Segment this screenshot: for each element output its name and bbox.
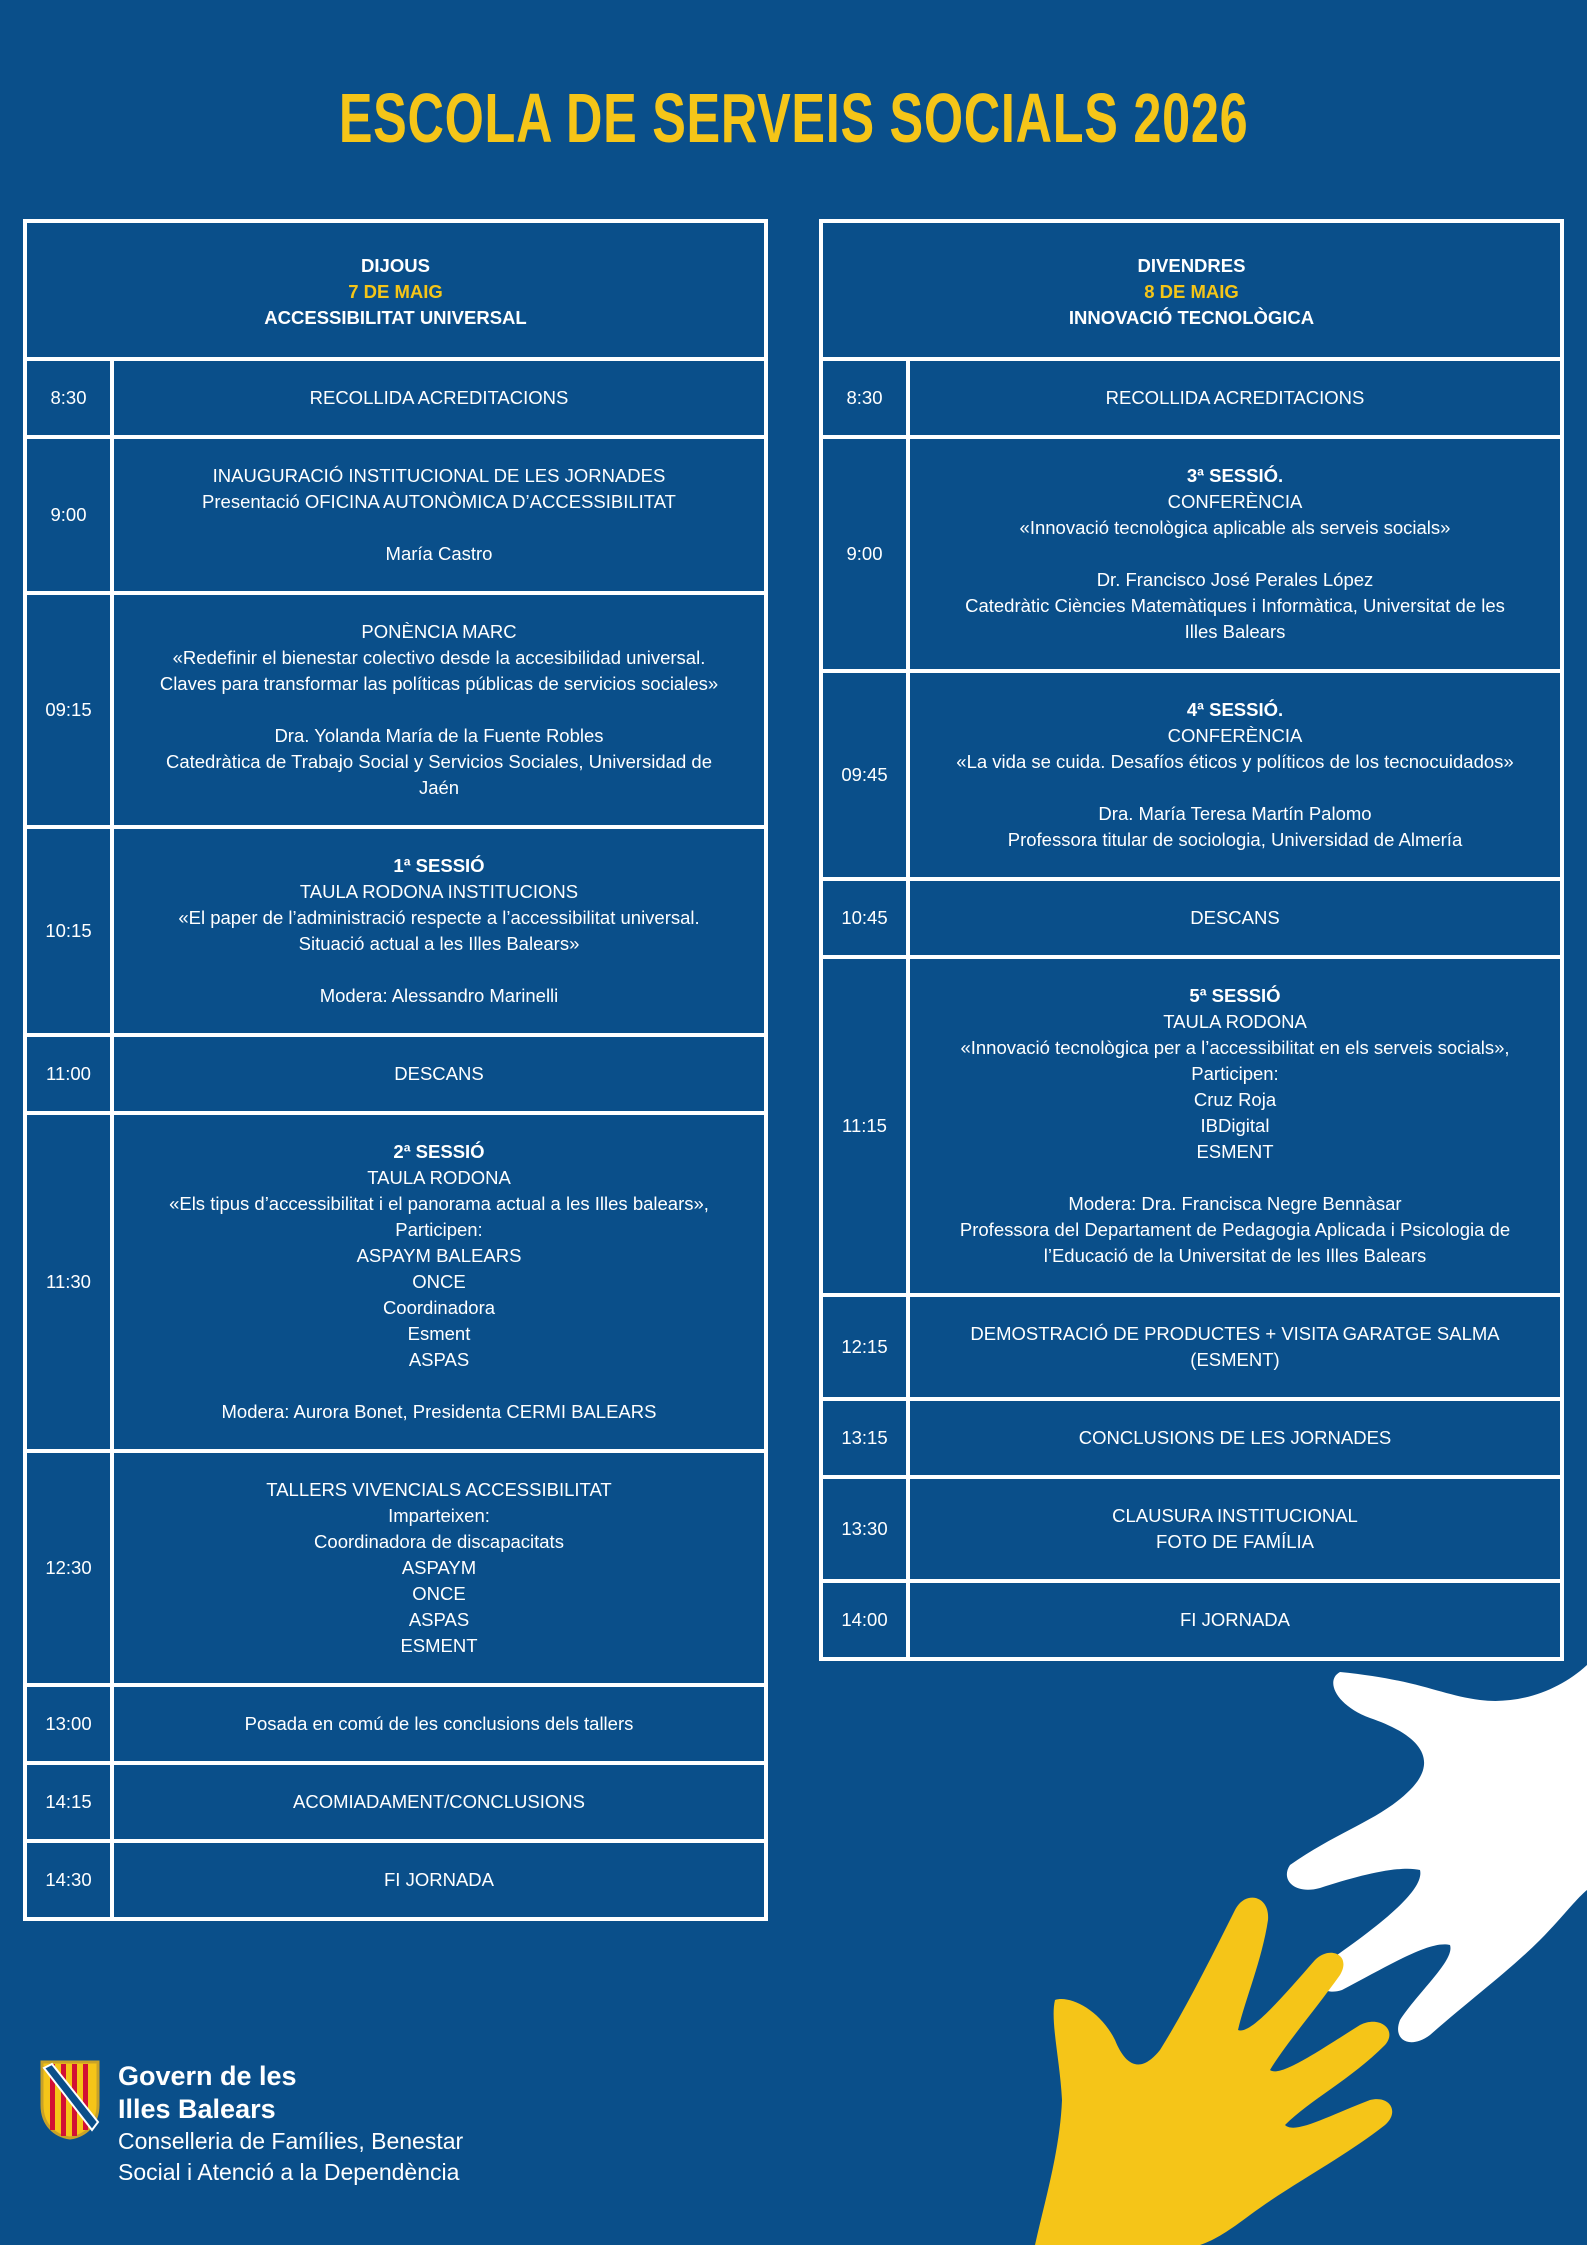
session-line: Claves para transformar las políticas públicas de servicios sociales» [159, 673, 719, 694]
session-content [112, 1113, 766, 1451]
session-time: 9:00 [25, 437, 112, 593]
session-line: Coordinadora [382, 1297, 496, 1318]
session-line: Dra. Yolanda María de la Fuente Robles [274, 725, 604, 746]
session-line: ONCE [412, 1583, 466, 1604]
session-content [908, 957, 1562, 1295]
session-time: 10:45 [821, 879, 908, 957]
session-line: TALLERS VIVENCIALS ACCESSIBILITAT [266, 1479, 612, 1500]
session-line: TAULA RODONA [367, 1167, 511, 1188]
schedule-row [25, 359, 766, 437]
session-line: Professora titular de sociologia, Universidad de Almería [1007, 829, 1463, 850]
session-time: 14:30 [25, 1841, 112, 1919]
session-line: «El paper de l’administració respecte a l’accessibilitat universal. [178, 907, 700, 928]
schedule-row [25, 1113, 766, 1451]
session-time: 13:15 [821, 1399, 908, 1477]
session-line: CONCLUSIONS DE LES JORNADES [1078, 1427, 1392, 1448]
session-line: «Innovació tecnològica aplicable als serveis socials» [1019, 517, 1451, 538]
schedule-row [821, 957, 1562, 1295]
balearic-coat-of-arms-icon [40, 2060, 100, 2140]
schedule-row [821, 1295, 1562, 1399]
schedule-row [821, 1477, 1562, 1581]
session-line: IBDigital [1200, 1115, 1270, 1136]
session-line: María Castro [385, 543, 493, 564]
schedule-row [25, 1451, 766, 1685]
session-line: ESMENT [400, 1635, 478, 1656]
session-line: DESCANS [394, 1063, 484, 1084]
session-line: Catedràtic Ciències Matemàtiques i Informàtica, Universitat de les [965, 595, 1505, 616]
session-content [908, 1295, 1562, 1399]
department-line-2: Social i Atenció a la Dependència [118, 2159, 460, 2185]
session-line: TAULA RODONA [1163, 1011, 1307, 1032]
session-line: Participen: [395, 1219, 483, 1240]
session-time: 14:15 [25, 1763, 112, 1841]
session-content [112, 437, 766, 593]
session-line: ACOMIADAMENT/CONCLUSIONS [293, 1791, 585, 1812]
session-time: 11:30 [25, 1113, 112, 1451]
schedule-row [25, 1685, 766, 1763]
session-content [112, 593, 766, 827]
session-line: «Els tipus d’accessibilitat i el panorama actual a les Illes balears», [169, 1193, 709, 1214]
session-content [908, 437, 1562, 671]
session-content [112, 827, 766, 1035]
department-line-1: Conselleria de Famílies, Benestar [118, 2128, 464, 2154]
session-label: 3ª SESSIÓ. [1186, 465, 1284, 486]
schedule-row [821, 437, 1562, 671]
session-label: 4ª SESSIÓ. [1186, 699, 1284, 720]
logo-line-2: Illes Balears [118, 2094, 276, 2124]
session-line: Dra. María Teresa Martín Palomo [1098, 803, 1372, 824]
session-line: Participen: [1191, 1063, 1279, 1084]
session-line: Jaén [418, 777, 460, 798]
session-line: FOTO DE FAMÍLIA [1156, 1531, 1314, 1552]
session-line: ONCE [412, 1271, 466, 1292]
session-line: «Innovació tecnològica per a l’accessibilitat en els serveis socials», [960, 1037, 1510, 1058]
session-line: TAULA RODONA INSTITUCIONS [299, 881, 579, 902]
session-line: RECOLLIDA ACREDITACIONS [309, 387, 569, 408]
day-header-row [25, 221, 766, 359]
session-time: 8:30 [821, 359, 908, 437]
session-line: DEMOSTRACIÓ DE PRODUCTES + VISITA GARATGE SALMA (ESMENT) [970, 1323, 1500, 1370]
session-line [924, 541, 1546, 567]
schedule-row [821, 1399, 1562, 1477]
session-line: Modera: Dra. Francisca Negre Bennàsar [1068, 1193, 1402, 1214]
session-time: 11:15 [821, 957, 908, 1295]
session-content [908, 1581, 1562, 1659]
session-time: 14:00 [821, 1581, 908, 1659]
schedule-row [25, 437, 766, 593]
session-time: 09:45 [821, 671, 908, 879]
session-line [128, 957, 750, 983]
day-schedule-thursday [23, 219, 768, 1921]
session-time: 12:15 [821, 1295, 908, 1399]
day-theme: INNOVACIÓ TECNOLÒGICA [1068, 307, 1315, 328]
schedule-row [821, 1581, 1562, 1659]
schedule-row [821, 359, 1562, 437]
day-header [25, 221, 766, 359]
session-content [908, 879, 1562, 957]
title-text: ESCOLA DE SERVEIS SOCIALS 2026 [338, 79, 1249, 157]
session-line: Catedràtica de Trabajo Social y Servicios Sociales, Universidad de [165, 751, 713, 772]
day-header-row [821, 221, 1562, 359]
session-label: 5ª SESSIÓ [1189, 985, 1281, 1006]
session-time: 12:30 [25, 1451, 112, 1685]
session-time: 09:15 [25, 593, 112, 827]
session-content [112, 1451, 766, 1685]
session-label: 2ª SESSIÓ [393, 1141, 485, 1162]
session-line [128, 697, 750, 723]
day-date: 7 DE MAIG [348, 281, 443, 302]
session-line: ASPAYM BALEARS [356, 1245, 522, 1266]
session-line: l’Educació de la Universitat de les Illes Balears [1043, 1245, 1427, 1266]
session-line: Dr. Francisco José Perales López [1096, 569, 1374, 590]
session-line: Presentació OFICINA AUTONÒMICA D’ACCESSIBILITAT [202, 491, 676, 512]
session-line: ASPAS [408, 1609, 470, 1630]
session-content [112, 1685, 766, 1763]
session-time: 13:00 [25, 1685, 112, 1763]
schedule-row [25, 593, 766, 827]
session-content [112, 359, 766, 437]
day-name: DIJOUS [361, 255, 430, 276]
session-line: RECOLLIDA ACREDITACIONS [1105, 387, 1365, 408]
session-content [112, 1763, 766, 1841]
session-content [908, 671, 1562, 879]
session-line: Cruz Roja [1193, 1089, 1277, 1110]
session-content [908, 1399, 1562, 1477]
schedule-row [25, 827, 766, 1035]
government-logo [40, 2060, 463, 2188]
session-line: CONFERÈNCIA [1167, 725, 1303, 746]
session-content [112, 1841, 766, 1919]
session-content [908, 1477, 1562, 1581]
day-header [821, 221, 1562, 359]
session-line: Imparteixen: [388, 1505, 490, 1526]
logo-line-1: Govern de les [118, 2061, 297, 2091]
session-line: ESMENT [1196, 1141, 1274, 1162]
session-line: DESCANS [1190, 907, 1280, 928]
session-line: INAUGURACIÓ INSTITUCIONAL DE LES JORNADES [212, 465, 666, 486]
session-line: CONFERÈNCIA [1167, 491, 1303, 512]
session-time: 9:00 [821, 437, 908, 671]
session-time: 13:30 [821, 1477, 908, 1581]
session-time: 8:30 [25, 359, 112, 437]
schedule-row [25, 1763, 766, 1841]
session-line: FI JORNADA [384, 1869, 494, 1890]
session-line: Professora del Departament de Pedagogia Aplicada i Psicologia de [959, 1219, 1511, 1240]
session-line: Posada en comú de les conclusions dels tallers [244, 1713, 634, 1734]
day-date: 8 DE MAIG [1144, 281, 1239, 302]
session-line [924, 1165, 1546, 1191]
schedule-row [821, 671, 1562, 879]
day-schedule-friday [819, 219, 1564, 1661]
page-title [0, 78, 1587, 158]
day-theme: ACCESSIBILITAT UNIVERSAL [264, 307, 527, 328]
session-line: ASPAS [408, 1349, 470, 1370]
day-name: DIVENDRES [1137, 255, 1246, 276]
session-line: «Redefinir el bienestar colectivo desde la accesibilidad universal. [172, 647, 706, 668]
session-label: 1ª SESSIÓ [393, 855, 485, 876]
schedule-row [25, 1035, 766, 1113]
session-line: FI JORNADA [1180, 1609, 1290, 1630]
session-line: Modera: Alessandro Marinelli [319, 985, 559, 1006]
session-time: 10:15 [25, 827, 112, 1035]
session-line: Esment [407, 1323, 471, 1344]
session-line [128, 1373, 750, 1399]
session-line: ASPAYM [401, 1557, 477, 1578]
session-line: «La vida se cuida. Desafíos éticos y políticos de los tecnocuidados» [956, 751, 1514, 772]
session-content [112, 1035, 766, 1113]
schedule-row [821, 879, 1562, 957]
session-line [128, 515, 750, 541]
session-line: Modera: Aurora Bonet, Presidenta CERMI BALEARS [221, 1401, 657, 1422]
session-content [908, 359, 1562, 437]
session-time: 11:00 [25, 1035, 112, 1113]
session-line: Coordinadora de discapacitats [314, 1531, 564, 1552]
session-line: Situació actual a les Illes Balears» [298, 933, 580, 954]
session-line: Illes Balears [1184, 621, 1286, 642]
session-line: CLAUSURA INSTITUCIONAL [1112, 1505, 1358, 1526]
session-line: PONÈNCIA MARC [361, 621, 517, 642]
session-line [924, 775, 1546, 801]
yellow-hand-icon [1035, 1898, 1392, 2245]
schedule-row [25, 1841, 766, 1919]
